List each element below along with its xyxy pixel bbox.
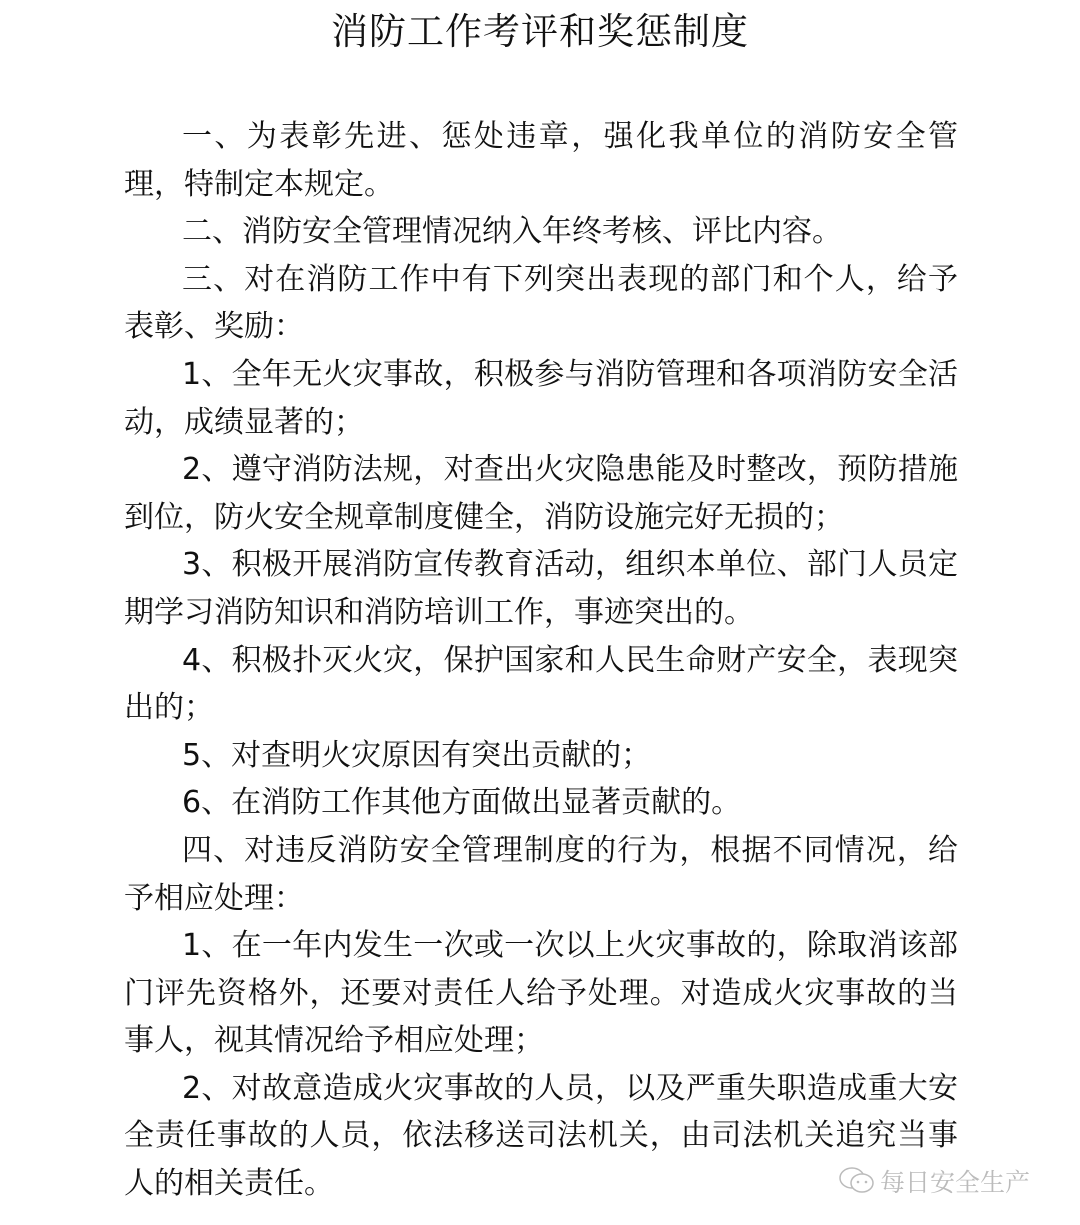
document-title: 消防工作考评和奖惩制度 (331, 10, 749, 53)
paragraph: 6、在消防工作其他方面做出显著贡献的。 (182, 785, 742, 821)
paragraph: 三、对在消防工作中有下列突出表现的部门和个人，给予表彰、奖励： (124, 261, 958, 345)
paragraph: 2、遵守消防法规，对查出火灾隐患能及时整改，预防措施到位，防火安全规章制度健全，消防设施完好无损的； (124, 452, 958, 535)
paragraph: 四、对违反消防安全管理制度的行为，根据不同情况，给予相应处理： (124, 832, 958, 916)
wechat-icon (838, 1166, 876, 1196)
watermark (838, 1163, 1030, 1199)
paragraph: 二、消防安全管理情况纳入年终考核、评比内容。 (182, 214, 842, 250)
paragraph: 一、为表彰先进、惩处违章，强化我单位的消防安全管理，特制定本规定。 (124, 119, 958, 202)
paragraph: 2、对故意造成火灾事故的人员，以及严重失职造成重大安全责任事故的人员，依法移送司法机关，由司法机关追究当事人的相关责任。 (124, 1070, 958, 1202)
watermark-text: 每日安全生产 (880, 1168, 1031, 1197)
document-body (124, 113, 958, 1208)
paragraph: 4、积极扑灭火灾，保护国家和人民生命财产安全，表现突出的； (124, 642, 958, 726)
paragraph: 1、在一年内发生一次或一次以上火灾事故的，除取消该部门评先资格外，还要对责任人给予处理。对造成火灾事故的当事人，视其情况给予相应处理； (124, 928, 958, 1059)
paragraph: 1、全年无火灾事故，积极参与消防管理和各项消防安全活动，成绩显著的； (124, 356, 958, 440)
paragraph: 3、积极开展消防宣传教育活动，组织本单位、部门人员定期学习消防知识和消防培训工作，事迹突出的。 (124, 547, 958, 630)
paragraph: 5、对查明火灾原因有突出贡献的； (182, 737, 652, 773)
